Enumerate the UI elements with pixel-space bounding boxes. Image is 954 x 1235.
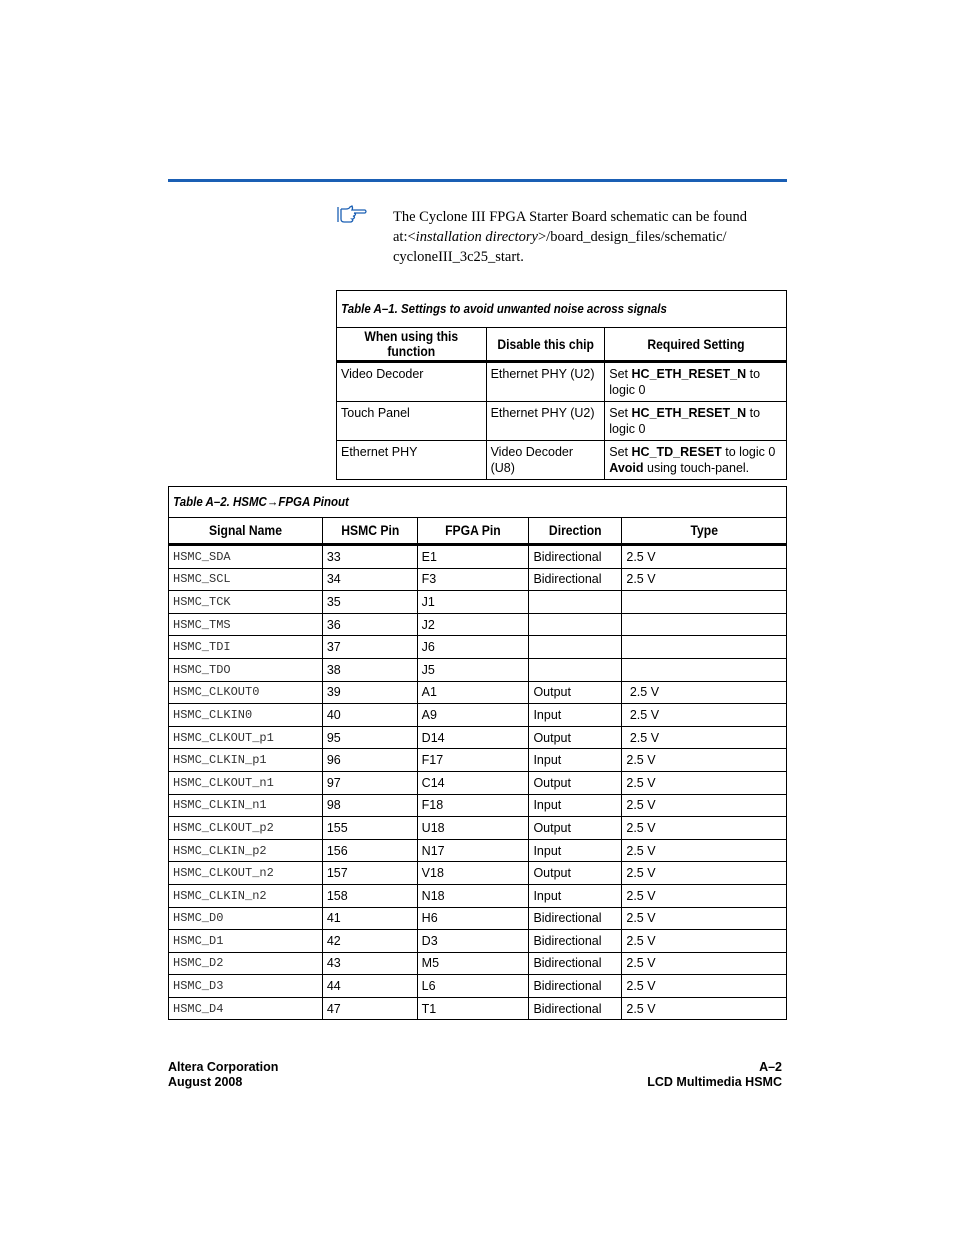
fpga-pin-cell: D14 bbox=[417, 726, 529, 749]
signal-name-cell: HSMC_CLKOUT_p2 bbox=[169, 817, 323, 840]
table-row bbox=[169, 997, 787, 1020]
direction-cell: Bidirectional bbox=[529, 997, 622, 1020]
hsmc-pin-cell: 97 bbox=[322, 771, 417, 794]
hsmc-pin-cell: 42 bbox=[322, 930, 417, 953]
page-number: A–2 bbox=[759, 1060, 782, 1074]
table-row bbox=[169, 704, 787, 727]
column-header: HSMC Pin bbox=[322, 518, 417, 545]
chip-cell: Ethernet PHY (U2) bbox=[486, 362, 605, 402]
table-row bbox=[169, 771, 787, 794]
table-row bbox=[169, 591, 787, 614]
signal-name-cell: HSMC_TMS bbox=[169, 613, 323, 636]
note-path-suffix: >/board_design_files/schematic/ bbox=[537, 229, 727, 245]
hsmc-pin-cell: 37 bbox=[322, 636, 417, 659]
type-cell: 2.5 V bbox=[622, 862, 787, 885]
signal-name: HC_ETH_RESET_N bbox=[631, 406, 747, 420]
hsmc-pin-cell: 98 bbox=[322, 794, 417, 817]
signal-name-cell: HSMC_CLKOUT_n2 bbox=[169, 862, 323, 885]
signal-name-cell: HSMC_D2 bbox=[169, 952, 323, 975]
direction-cell: Input bbox=[529, 884, 622, 907]
fpga-pin-cell: A9 bbox=[417, 704, 529, 727]
hsmc-pin-cell: 47 bbox=[322, 997, 417, 1020]
fpga-pin-cell: E1 bbox=[417, 545, 529, 569]
function-cell: Video Decoder bbox=[337, 362, 487, 402]
table-row bbox=[169, 613, 787, 636]
signal-name-cell: HSMC_D3 bbox=[169, 975, 323, 998]
type-cell: 2.5 V bbox=[622, 817, 787, 840]
type-cell: 2.5 V bbox=[622, 975, 787, 998]
table-row bbox=[169, 930, 787, 953]
signal-name-cell: HSMC_CLKIN_n1 bbox=[169, 794, 323, 817]
signal-name-cell: HSMC_D1 bbox=[169, 930, 323, 953]
direction-cell: Bidirectional bbox=[529, 952, 622, 975]
signal-name-cell: HSMC_TCK bbox=[169, 591, 323, 614]
header-rule bbox=[168, 179, 787, 182]
fpga-pin-cell: F18 bbox=[417, 794, 529, 817]
hsmc-pin-cell: 36 bbox=[322, 613, 417, 636]
footer-date: August 2008 bbox=[168, 1075, 243, 1089]
type-cell: 2.5 V bbox=[622, 907, 787, 930]
table-row bbox=[337, 402, 787, 441]
type-cell: 2.5 V bbox=[622, 681, 787, 704]
signal-name-cell: HSMC_CLKIN_p2 bbox=[169, 839, 323, 862]
hsmc-pin-cell: 39 bbox=[322, 681, 417, 704]
direction-cell: Output bbox=[529, 771, 622, 794]
note-line-1: The Cyclone III FPGA Starter Board schematic can be found bbox=[393, 209, 747, 225]
function-cell: Touch Panel bbox=[337, 402, 487, 441]
type-cell: 2.5 V bbox=[622, 749, 787, 772]
hsmc-pin-cell: 43 bbox=[322, 952, 417, 975]
type-cell bbox=[622, 658, 787, 681]
signal-name-cell: HSMC_CLKIN0 bbox=[169, 704, 323, 727]
direction-cell: Output bbox=[529, 726, 622, 749]
pointing-hand-icon bbox=[336, 203, 368, 225]
table-caption: Table A–1. Settings to avoid unwanted noise across signals bbox=[337, 291, 751, 328]
signal-name-cell: HSMC_SDA bbox=[169, 545, 323, 569]
fpga-pin-cell: L6 bbox=[417, 975, 529, 998]
hsmc-pin-cell: 35 bbox=[322, 591, 417, 614]
fpga-pin-cell: A1 bbox=[417, 681, 529, 704]
direction-cell: Output bbox=[529, 817, 622, 840]
table-row bbox=[169, 817, 787, 840]
direction-cell: Input bbox=[529, 794, 622, 817]
avoid-label: Avoid bbox=[609, 461, 644, 475]
type-cell: 2.5 V bbox=[622, 771, 787, 794]
setting-cell: Set HC_TD_RESET to logic 0 Avoid using touch-panel. bbox=[605, 441, 787, 480]
table-row bbox=[169, 884, 787, 907]
type-cell bbox=[622, 613, 787, 636]
direction-cell: Input bbox=[529, 704, 622, 727]
table-row bbox=[169, 749, 787, 772]
fpga-pin-cell: N17 bbox=[417, 839, 529, 862]
type-cell: 2.5 V bbox=[622, 952, 787, 975]
direction-cell bbox=[529, 613, 622, 636]
fpga-pin-cell: J5 bbox=[417, 658, 529, 681]
hsmc-pin-cell: 96 bbox=[322, 749, 417, 772]
fpga-pin-cell: H6 bbox=[417, 907, 529, 930]
signal-name: HC_TD_RESET bbox=[631, 445, 722, 459]
table-caption: Table A–2. HSMC→FPGA Pinout bbox=[169, 487, 738, 518]
fpga-pin-cell: V18 bbox=[417, 862, 529, 885]
signal-name-cell: HSMC_TDO bbox=[169, 658, 323, 681]
direction-cell: Bidirectional bbox=[529, 975, 622, 998]
type-cell: 2.5 V bbox=[622, 726, 787, 749]
type-cell: 2.5 V bbox=[622, 545, 787, 569]
pinout-table bbox=[168, 486, 787, 1020]
column-header: FPGA Pin bbox=[417, 518, 529, 545]
direction-cell: Input bbox=[529, 749, 622, 772]
column-header: Required Setting bbox=[605, 328, 787, 362]
fpga-pin-cell: F17 bbox=[417, 749, 529, 772]
type-cell: 2.5 V bbox=[622, 884, 787, 907]
table-row bbox=[169, 726, 787, 749]
column-header: Type bbox=[622, 518, 787, 545]
fpga-pin-cell: J1 bbox=[417, 591, 529, 614]
type-cell: 2.5 V bbox=[622, 930, 787, 953]
signal-name-cell: HSMC_CLKIN_n2 bbox=[169, 884, 323, 907]
footer-company: Altera Corporation bbox=[168, 1060, 279, 1074]
signal-name-cell: HSMC_TDI bbox=[169, 636, 323, 659]
note-install-dir: installation directory bbox=[415, 229, 538, 245]
hsmc-pin-cell: 40 bbox=[322, 704, 417, 727]
hsmc-pin-cell: 156 bbox=[322, 839, 417, 862]
fpga-pin-cell: M5 bbox=[417, 952, 529, 975]
table-row bbox=[169, 952, 787, 975]
fpga-pin-cell: T1 bbox=[417, 997, 529, 1020]
signal-name-cell: HSMC_D4 bbox=[169, 997, 323, 1020]
hsmc-pin-cell: 95 bbox=[322, 726, 417, 749]
hsmc-pin-cell: 41 bbox=[322, 907, 417, 930]
note-text bbox=[393, 207, 783, 267]
type-cell bbox=[622, 636, 787, 659]
table-row bbox=[169, 636, 787, 659]
table-row bbox=[169, 839, 787, 862]
chip-cell: Ethernet PHY (U2) bbox=[486, 402, 605, 441]
chip-cell: Video Decoder (U8) bbox=[486, 441, 605, 480]
table-row bbox=[169, 545, 787, 569]
type-cell bbox=[622, 591, 787, 614]
fpga-pin-cell: J2 bbox=[417, 613, 529, 636]
column-header: Signal Name bbox=[169, 518, 323, 545]
type-cell: 2.5 V bbox=[622, 568, 787, 591]
table-row bbox=[337, 362, 787, 402]
signal-name-cell: HSMC_SCL bbox=[169, 568, 323, 591]
function-cell: Ethernet PHY bbox=[337, 441, 487, 480]
direction-cell: Output bbox=[529, 681, 622, 704]
footer-doc-title: LCD Multimedia HSMC bbox=[647, 1075, 782, 1089]
fpga-pin-cell: N18 bbox=[417, 884, 529, 907]
table-row bbox=[169, 568, 787, 591]
signal-name-cell: HSMC_CLKOUT_n1 bbox=[169, 771, 323, 794]
hsmc-pin-cell: 44 bbox=[322, 975, 417, 998]
type-cell: 2.5 V bbox=[622, 839, 787, 862]
direction-cell: Bidirectional bbox=[529, 930, 622, 953]
table-row bbox=[169, 975, 787, 998]
direction-cell: Bidirectional bbox=[529, 545, 622, 569]
direction-cell bbox=[529, 591, 622, 614]
fpga-pin-cell: F3 bbox=[417, 568, 529, 591]
table-row bbox=[169, 862, 787, 885]
direction-cell: Bidirectional bbox=[529, 568, 622, 591]
signal-name-cell: HSMC_CLKOUT0 bbox=[169, 681, 323, 704]
table-row bbox=[169, 658, 787, 681]
type-cell: 2.5 V bbox=[622, 794, 787, 817]
direction-cell bbox=[529, 636, 622, 659]
noise-settings-table bbox=[336, 290, 787, 480]
hsmc-pin-cell: 34 bbox=[322, 568, 417, 591]
table-row bbox=[169, 794, 787, 817]
hsmc-pin-cell: 158 bbox=[322, 884, 417, 907]
note-line-3: cycloneIII_3c25_start. bbox=[393, 249, 524, 265]
avoid-text: using touch-panel. bbox=[643, 461, 750, 475]
direction-cell: Bidirectional bbox=[529, 907, 622, 930]
fpga-pin-cell: J6 bbox=[417, 636, 529, 659]
fpga-pin-cell: U18 bbox=[417, 817, 529, 840]
setting-cell: Set HC_ETH_RESET_N to logic 0 bbox=[605, 402, 787, 441]
hsmc-pin-cell: 157 bbox=[322, 862, 417, 885]
column-header: When using this function bbox=[337, 328, 487, 362]
footer-left bbox=[168, 1060, 278, 1090]
table-row bbox=[169, 681, 787, 704]
signal-name-cell: HSMC_CLKOUT_p1 bbox=[169, 726, 323, 749]
signal-name-cell: HSMC_CLKIN_p1 bbox=[169, 749, 323, 772]
type-cell: 2.5 V bbox=[622, 997, 787, 1020]
fpga-pin-cell: D3 bbox=[417, 930, 529, 953]
type-cell: 2.5 V bbox=[622, 704, 787, 727]
direction-cell bbox=[529, 658, 622, 681]
direction-cell: Output bbox=[529, 862, 622, 885]
footer-right bbox=[647, 1060, 782, 1090]
signal-name: HC_ETH_RESET_N bbox=[631, 367, 747, 381]
hsmc-pin-cell: 155 bbox=[322, 817, 417, 840]
signal-name-cell: HSMC_D0 bbox=[169, 907, 323, 930]
table-row bbox=[337, 441, 787, 480]
column-header: Direction bbox=[529, 518, 622, 545]
note-at-prefix: at:< bbox=[393, 229, 416, 245]
direction-cell: Input bbox=[529, 839, 622, 862]
setting-cell: Set HC_ETH_RESET_N to logic 0 bbox=[605, 362, 787, 402]
hsmc-pin-cell: 33 bbox=[322, 545, 417, 569]
hsmc-pin-cell: 38 bbox=[322, 658, 417, 681]
column-header: Disable this chip bbox=[486, 328, 605, 362]
table-row bbox=[169, 907, 787, 930]
fpga-pin-cell: C14 bbox=[417, 771, 529, 794]
